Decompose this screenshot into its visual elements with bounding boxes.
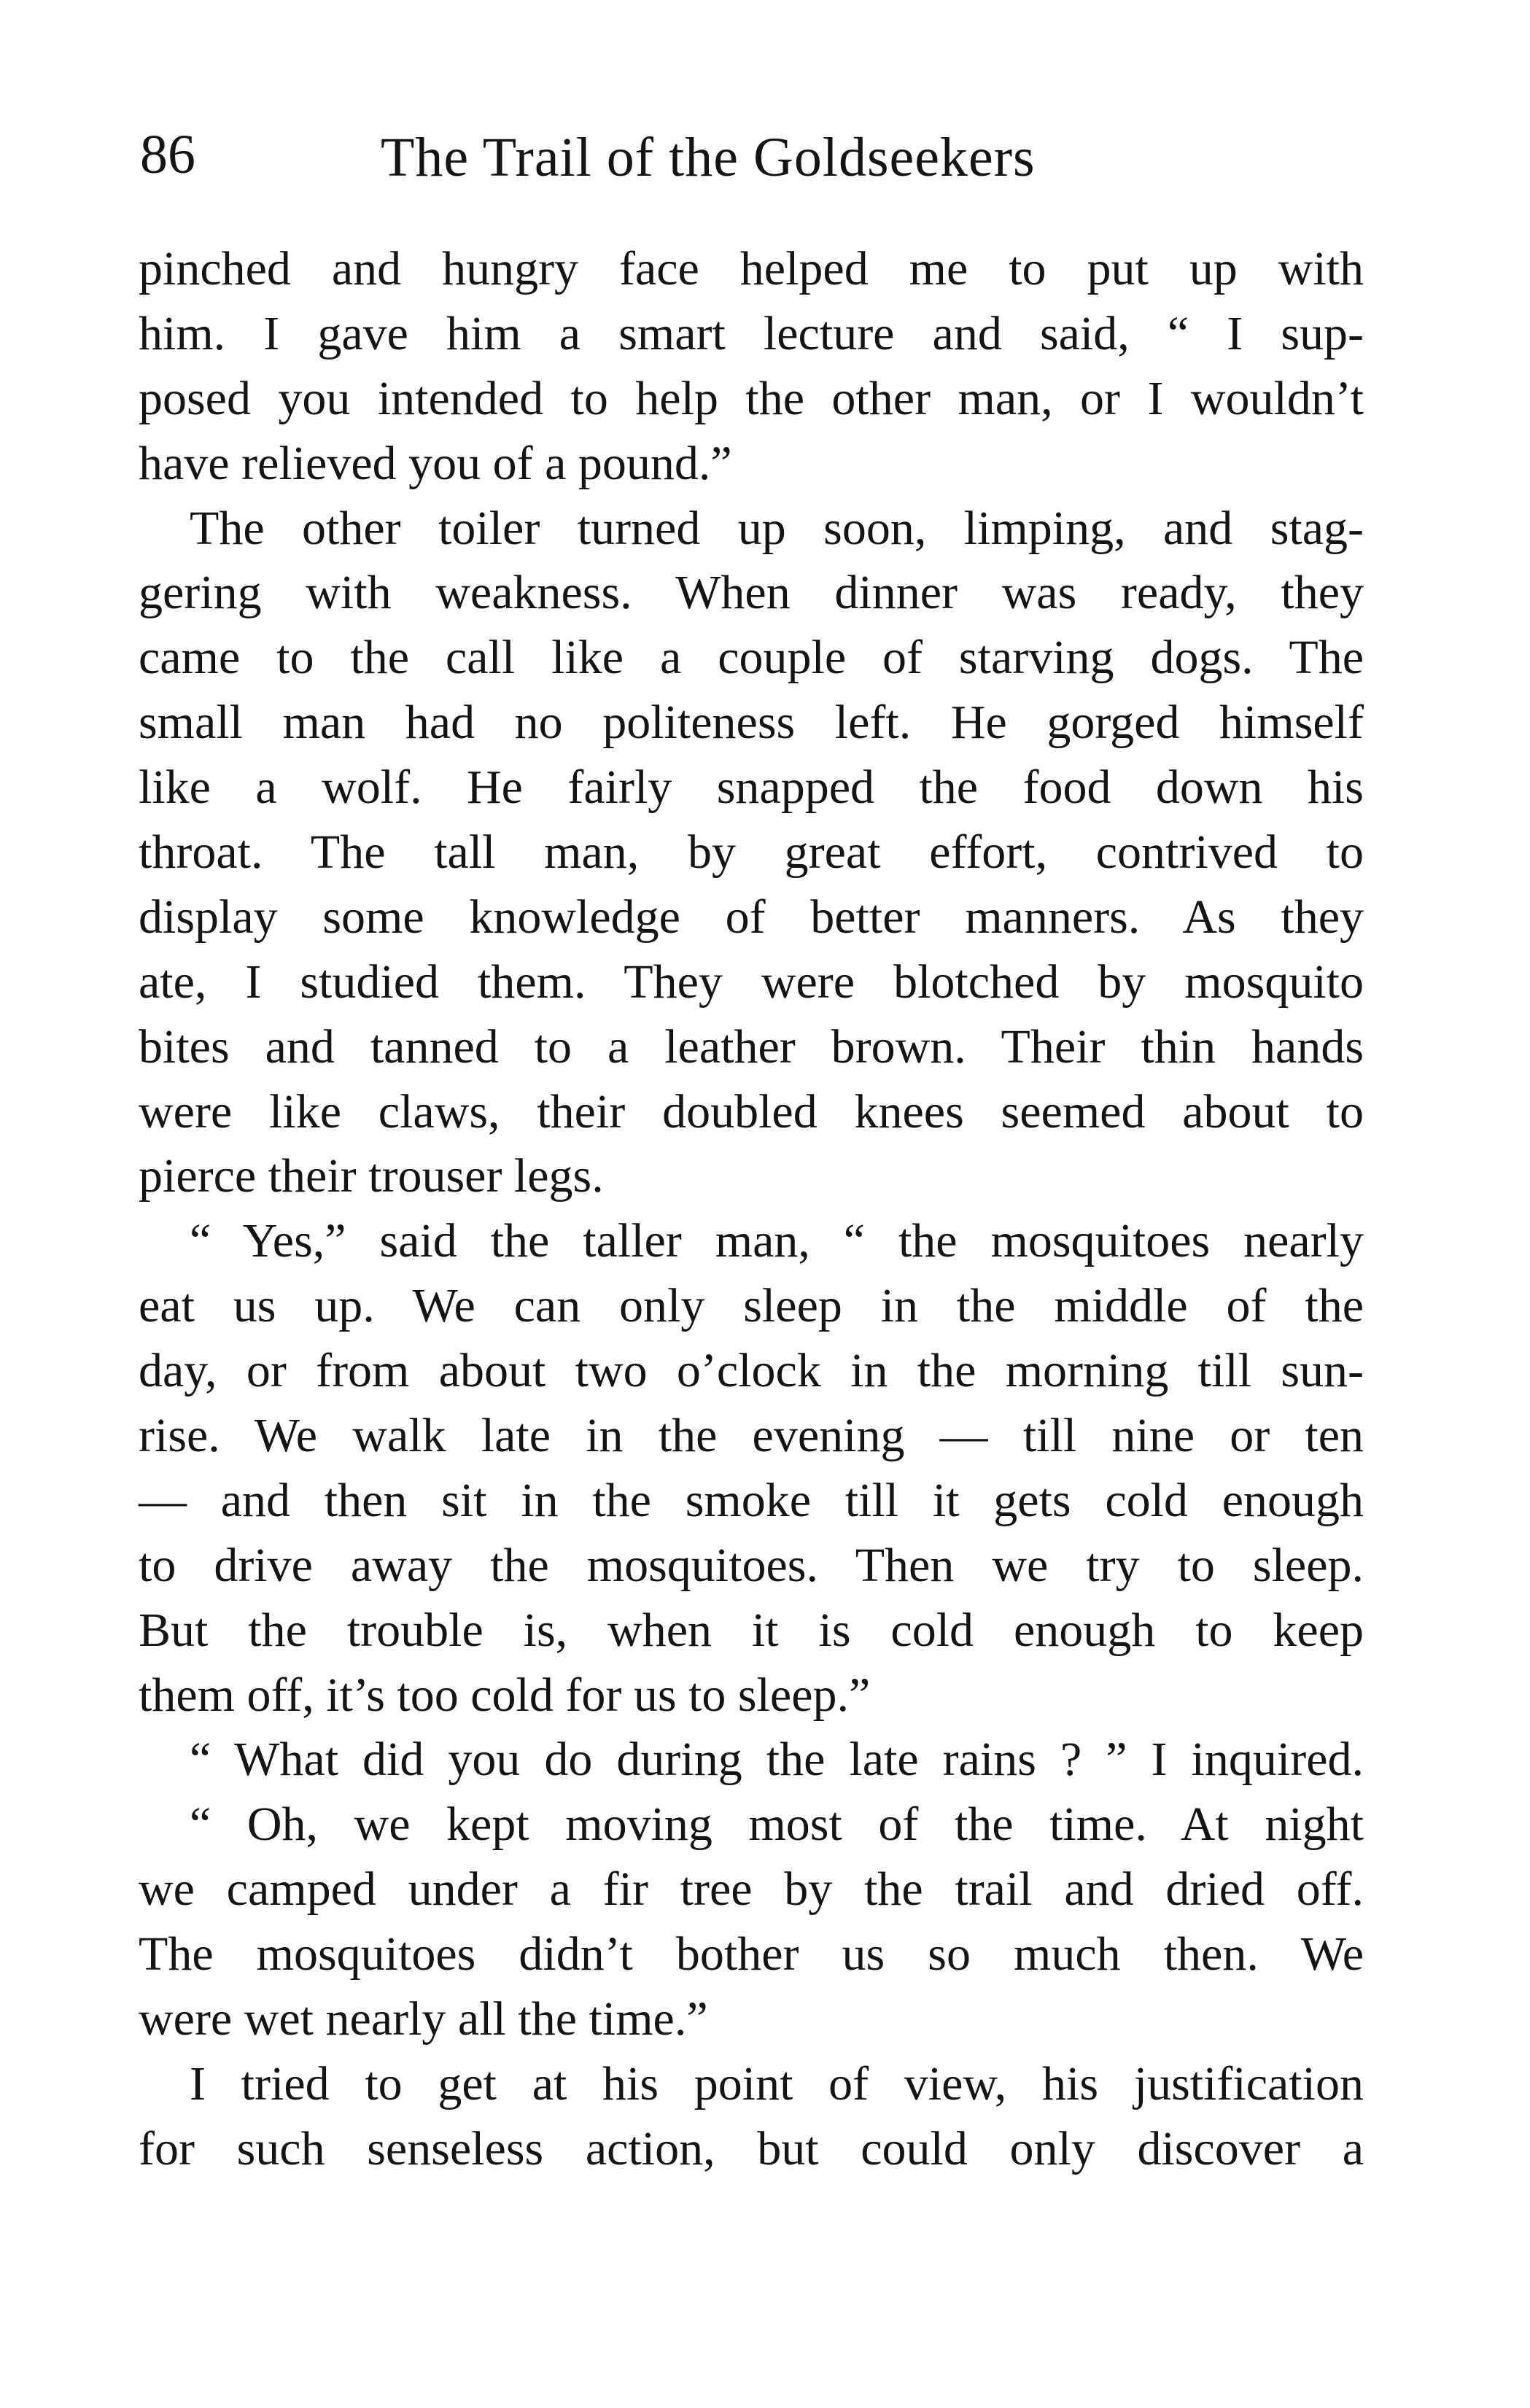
text-line: bites and tanned to a leather brown. Their thin hands <box>139 1019 1364 1073</box>
text-line: eat us up. We can only sleep in the middle of the <box>139 1279 1364 1333</box>
text-line: rise. We walk late in the evening — till nine or ten <box>139 1409 1364 1463</box>
text-line: The mosquitoes didn’t bother us so much then. We <box>139 1927 1364 1981</box>
text-line: for such senseless action, but could only discover a <box>139 2121 1364 2175</box>
running-head <box>140 111 1365 198</box>
text-line: posed you intended to help the other man, or I wouldn’t <box>139 371 1364 425</box>
text-line: The other toiler turned up soon, limping, and stag- <box>190 501 1364 555</box>
text-line: “ Yes,” said the taller man, “ the mosquitoes nearly <box>190 1214 1364 1268</box>
text-line: I tried to get at his point of view, his justification <box>190 2056 1364 2110</box>
text-line: But the trouble is, when it is cold enough to keep <box>139 1603 1364 1657</box>
text-line: small man had no politeness left. He gorged himself <box>139 696 1364 750</box>
text-line: like a wolf. He fairly snapped the food down his <box>139 761 1364 815</box>
text-line: day, or from about two o’clock in the morning till sun- <box>139 1344 1364 1398</box>
text-line: to drive away the mosquitoes. Then we try to sleep. <box>139 1538 1364 1592</box>
text-line: ate, I studied them. They were blotched by mosquito <box>139 955 1364 1009</box>
text-line: throat. The tall man, by great effort, contrived to <box>139 826 1364 879</box>
body-text <box>139 237 1364 2182</box>
text-line: were wet nearly all the time.” <box>139 1992 708 2046</box>
text-line: — and then sit in the smoke till it gets cold enough <box>139 1473 1364 1527</box>
text-line: gering with weakness. When dinner was ready, they <box>139 566 1364 620</box>
text-line: have relieved you of a pound.” <box>139 436 732 490</box>
text-line: display some knowledge of better manners. As they <box>139 890 1364 944</box>
text-line: pierce their trouser legs. <box>139 1149 604 1203</box>
text-line: “ What did you do during the late rains ? ” I inquired. <box>190 1733 1364 1787</box>
page-number: 86 <box>140 124 195 185</box>
text-line: him. I gave him a smart lecture and said, “ I sup- <box>139 306 1364 360</box>
text-line: came to the call like a couple of starving dogs. The <box>139 631 1364 685</box>
running-title: The Trail of the Goldseekers <box>381 127 1036 188</box>
text-line: them off, it’s too cold for us to sleep.” <box>139 1668 871 1722</box>
text-line: pinched and hungry face helped me to put up with <box>139 242 1364 295</box>
text-line: we camped under a fir tree by the trail and dried off. <box>139 1863 1364 1916</box>
text-line: “ Oh, we kept moving most of the time. At night <box>190 1798 1364 1852</box>
text-line: were like claws, their doubled knees seemed about to <box>139 1084 1364 1138</box>
